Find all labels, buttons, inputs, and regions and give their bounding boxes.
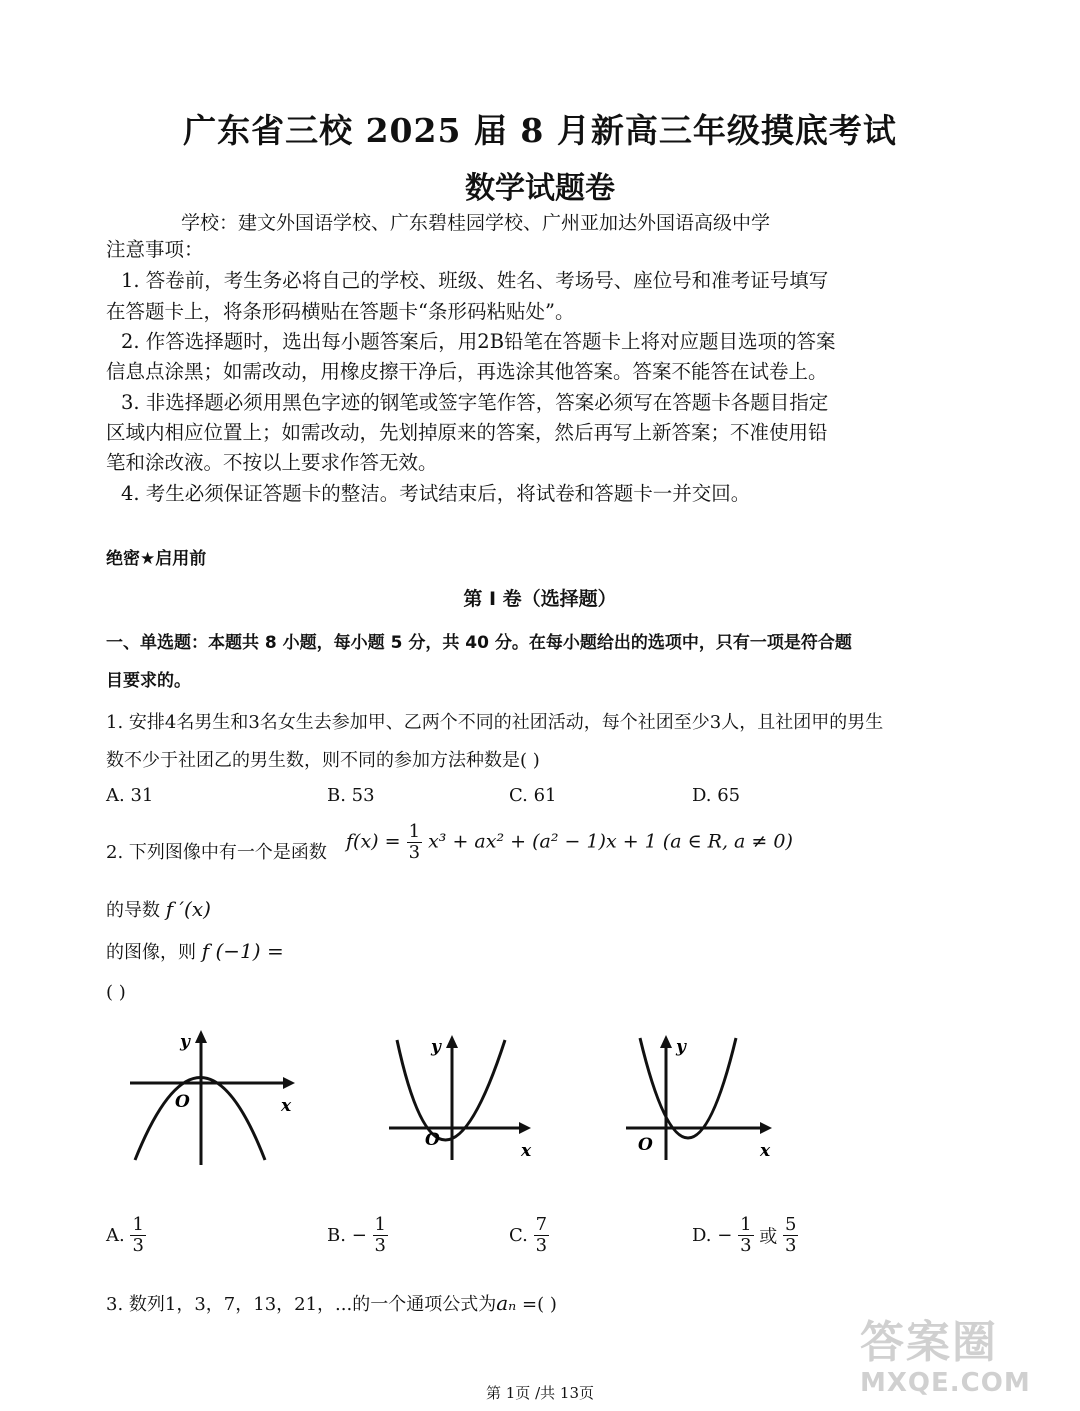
value-expression: f (−1) = <box>201 939 284 963</box>
fraction-denominator: 3 <box>374 1235 386 1256</box>
graph-origin-label: O <box>175 1092 190 1112</box>
option-sign: − <box>717 1225 733 1246</box>
graph-upward-parabola-origin <box>622 1030 782 1165</box>
fraction-denominator: 3 <box>535 1235 548 1256</box>
question-1-text: 数不少于社团乙的男生数，则不同的参加方法种数是( ) <box>106 750 540 771</box>
option-letter: C. <box>509 1225 528 1246</box>
notice-heading: 注意事项： <box>106 238 204 261</box>
notice-line: 笔和涂改液。不按以上要求作答无效。 <box>106 451 438 474</box>
watermark-line-1: 答案圈 <box>860 1317 998 1368</box>
option-fraction <box>130 1215 145 1256</box>
q1-option-b: B. 53 <box>327 785 375 806</box>
graph-x-label: x <box>760 1141 771 1161</box>
graph-origin-label: O <box>425 1130 440 1150</box>
graph-upward-parabola-left <box>385 1030 545 1165</box>
formula-fraction <box>407 822 422 863</box>
graph-x-label: x <box>281 1096 292 1116</box>
q1-option-c: C. 61 <box>509 785 557 806</box>
notice-line: 信息点涂黑；如需改动，用橡皮擦干净后，再选涂其他答案。答案不能答在试卷上。 <box>106 360 828 383</box>
fraction-numerator: 1 <box>374 1214 386 1235</box>
question-3-body: 3. 数列1，3，7，13，21，...的一个通项公式为 <box>106 1294 497 1315</box>
fraction-numerator: 5 <box>785 1214 797 1235</box>
option-or: 或 <box>759 1226 778 1248</box>
question-2-line <box>106 896 211 922</box>
option-sign: − <box>351 1225 367 1246</box>
graph-x-label: x <box>521 1141 532 1161</box>
section-instruction: 一、单选题：本题共 8 小题，每小题 5 分，共 40 分。在每小题给出的选项中，只有一项是符合题 <box>106 633 852 653</box>
notice-line: 2. 作答选择题时，选出每小题答案后，用2B铅笔在答题卡上将对应题目选项的答案 <box>121 330 836 353</box>
derivative-label: 的导数 <box>106 900 160 921</box>
exam-title: 广东省三校 2025 届 8 月新高三年级摸底考试 <box>183 111 897 150</box>
fraction-denominator: 3 <box>740 1235 752 1256</box>
option-fraction <box>534 1215 549 1256</box>
fraction-denominator: 3 <box>408 842 421 863</box>
q1-option-d: D. 65 <box>692 785 741 806</box>
page-footer: 第 1页 /共 13页 <box>486 1384 594 1402</box>
fraction-numerator: 1 <box>408 821 421 842</box>
watermark-line-2: MXQE.COM <box>860 1368 1031 1398</box>
q1-option-a: A. 31 <box>106 785 154 806</box>
fraction-denominator: 3 <box>132 1235 144 1256</box>
exam-subtitle: 数学试题卷 <box>465 171 615 206</box>
fraction-numerator: 7 <box>535 1214 548 1235</box>
option-fraction <box>738 1215 753 1256</box>
formula-rhs: x³ + ax² + (a² − 1)x + 1 (a ∈ R, a ≠ 0) <box>428 830 793 853</box>
question-3-tail: =( ) <box>516 1294 557 1315</box>
graph-label: 的图像，则 <box>106 942 196 963</box>
section-title: 第 I 卷（选择题） <box>463 588 617 610</box>
option-fraction <box>373 1215 388 1256</box>
sequence-term: aₙ <box>496 1291 517 1315</box>
derivative-expression: f ′(x) <box>165 897 211 921</box>
q2-option-d <box>692 1215 798 1256</box>
question-2-line <box>106 938 284 964</box>
graph-y-label: y <box>676 1037 686 1057</box>
fraction-numerator: 1 <box>740 1214 752 1235</box>
option-letter: D. <box>692 1225 712 1246</box>
notice-line: 3. 非选择题必须用黑色字迹的钢笔或签字笔作答，答案必须写在答题卡各题目指定 <box>121 391 829 414</box>
notice-line: 4. 考生必须保证答题卡的整洁。考试结束后，将试卷和答题卡一并交回。 <box>121 482 751 505</box>
q2-option-a <box>106 1215 146 1256</box>
question-3-text <box>106 1290 557 1316</box>
confidential-label: 绝密★启用前 <box>106 549 207 569</box>
graph-origin-label: O <box>638 1135 653 1155</box>
q2-option-b <box>327 1215 388 1256</box>
schools-line: 学校：建文外国语学校、广东碧桂园学校、广州亚加达外国语高级中学 <box>181 212 771 234</box>
fraction-numerator: 1 <box>132 1214 144 1235</box>
notice-line: 1. 答卷前，考生务必将自己的学校、班级、姓名、考场号、座位号和准考证号填写 <box>121 269 829 292</box>
notice-line: 区域内相应位置上；如需改动，先划掉原来的答案，然后再写上新答案；不准使用铅 <box>106 421 828 444</box>
question-1-text: 1. 安排4名男生和3名女生去参加甲、乙两个不同的社团活动，每个社团至少3人，且社团甲的男生 <box>106 712 884 733</box>
option-fraction-2 <box>783 1215 798 1256</box>
function-formula <box>346 822 793 863</box>
question-2-text: 2. 下列图像中有一个是函数 <box>106 842 327 863</box>
option-letter: A. <box>106 1225 125 1246</box>
graph-downward-parabola <box>125 1025 305 1170</box>
graph-y-label: y <box>431 1037 441 1057</box>
notice-line: 在答题卡上，将条形码横贴在答题卡“条形码粘贴处”。 <box>106 300 575 323</box>
option-letter: B. <box>327 1225 346 1246</box>
q2-option-c <box>509 1215 549 1256</box>
graph-y-label: y <box>180 1032 190 1052</box>
formula-lhs: f(x) = <box>346 830 401 853</box>
answer-parentheses: ( ) <box>106 982 126 1003</box>
fraction-denominator: 3 <box>785 1235 797 1256</box>
section-instruction: 目要求的。 <box>106 671 191 691</box>
